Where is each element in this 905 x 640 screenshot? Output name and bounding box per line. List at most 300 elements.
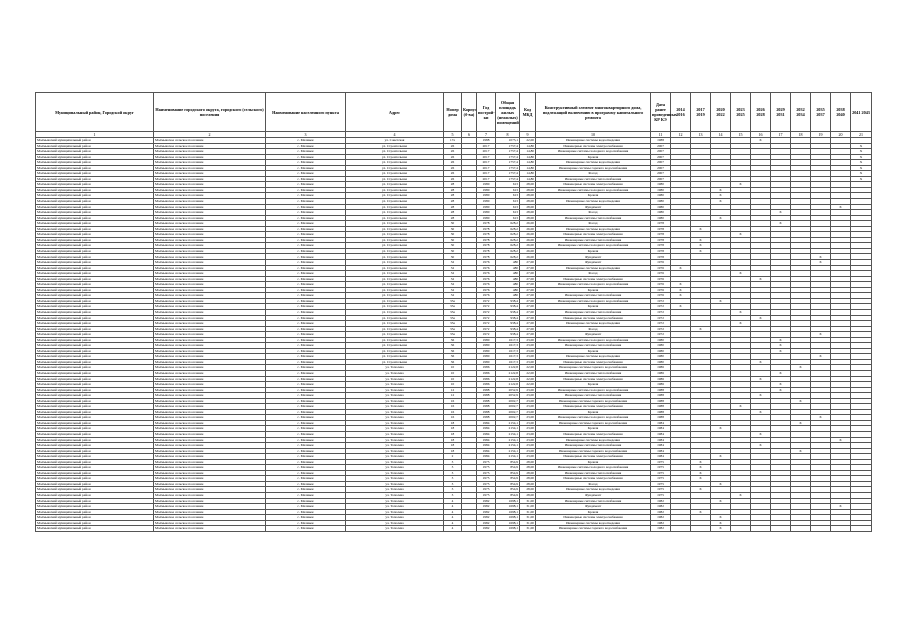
table-cell: с. Малмыж: [266, 376, 346, 382]
table-cell: 2122,8: [496, 370, 520, 376]
table-cell: с. Малмыж: [266, 149, 346, 155]
table-cell: 1617,3: [496, 343, 520, 349]
table-cell: 628,2: [496, 243, 520, 249]
table-cell: 1757,4: [496, 171, 520, 177]
table-cell: с. Малмыж: [266, 382, 346, 388]
table-cell: с. Малмыж: [266, 332, 346, 338]
table-cell: 28,00: [520, 493, 536, 499]
table-cell: 14,80: [520, 143, 536, 149]
table-cell: X: [711, 199, 731, 205]
table-cell: Малмыжское сельское поселение: [154, 226, 266, 232]
table-cell: 26: [444, 160, 462, 166]
table-cell: Малмыжский муниципальный район: [36, 348, 154, 354]
table-cell: 1757,4: [496, 176, 520, 182]
table-cell: Инженерные системы электроснабжения: [536, 476, 651, 482]
table-cell: ул. Строительная: [346, 182, 444, 188]
table-cell: с. Малмыж: [266, 509, 346, 515]
table-cell: 1975: [651, 459, 671, 465]
table-cell: ул. Строительная: [346, 315, 444, 321]
table-cell: Инженерные системы горячего водоснабжения: [536, 398, 651, 404]
table-cell: с. Малмыж: [266, 171, 346, 177]
table-cell: X: [771, 221, 791, 227]
table-cell: 1984: [477, 437, 496, 443]
table-cell: Малмыжское сельское поселение: [154, 165, 266, 171]
table-cell: 1982: [651, 509, 671, 515]
table-cell: 2002,7: [496, 398, 520, 404]
table-cell: с. Малмыж: [266, 498, 346, 504]
table-cell: 27,00: [520, 260, 536, 266]
table-cell: X: [851, 149, 872, 155]
table-cell: 938,4: [496, 326, 520, 332]
table-cell: 1757,4: [496, 143, 520, 149]
table-cell: [671, 526, 691, 532]
table-cell: Малмыжский муниципальный район: [36, 276, 154, 282]
table-cell: Инженерные системы водоотведения: [536, 199, 651, 205]
table-cell: 31,00: [520, 498, 536, 504]
table-cell: с. Малмыж: [266, 165, 346, 171]
table-cell: 1984: [477, 426, 496, 432]
table-cell: с. Малмыж: [266, 232, 346, 238]
table-cell: 2017: [477, 149, 496, 155]
table-cell: 10: [444, 376, 462, 382]
table-cell: 1978: [477, 221, 496, 227]
table-cell: 1972: [477, 315, 496, 321]
table-cell: Инженерные системы водоотведения: [536, 138, 651, 144]
table-cell: 2017: [477, 143, 496, 149]
column-number: 17: [771, 132, 791, 138]
table-cell: 14,80: [520, 160, 536, 166]
table-cell: ул. Строительная: [346, 204, 444, 210]
table-cell: X: [711, 498, 731, 504]
table-cell: X: [671, 282, 691, 288]
table-cell: Малмыжский муниципальный район: [36, 143, 154, 149]
table-cell: Инженерные системы водоотведения: [536, 226, 651, 232]
table-cell: Инженерные системы холодного водоснабжения: [536, 187, 651, 193]
table-cell: 28,00: [520, 215, 536, 221]
table-cell: ул. Тополева: [346, 382, 444, 388]
table-cell: X: [811, 260, 831, 266]
table-cell: 613: [496, 204, 520, 210]
column-number: 16: [751, 132, 771, 138]
table-cell: Кровля: [536, 409, 651, 415]
table-cell: 1698,1: [496, 509, 520, 515]
table-cell: Малмыжское сельское поселение: [154, 370, 266, 376]
table-cell: 23,00: [520, 426, 536, 432]
table-cell: 1986: [477, 376, 496, 382]
table-cell: 28,00: [520, 204, 536, 210]
table-cell: с. Малмыж: [266, 465, 346, 471]
column-header: 2014 2016: [671, 93, 691, 132]
table-cell: ул. Строительная: [346, 149, 444, 155]
table-cell: 4: [444, 509, 462, 515]
table-cell: [831, 526, 851, 532]
table-cell: 27,00: [520, 309, 536, 315]
table-cell: X: [771, 370, 791, 376]
table-cell: Малмыжский муниципальный район: [36, 398, 154, 404]
table-cell: Инженерные системы электроснабжения: [536, 143, 651, 149]
table-cell: с. Малмыж: [266, 215, 346, 221]
table-cell: 32: [444, 265, 462, 271]
table-cell: 28,00: [520, 193, 536, 199]
table-cell: 30: [444, 221, 462, 227]
table-cell: Малмыжский муниципальный район: [36, 493, 154, 499]
table-cell: Малмыжское сельское поселение: [154, 515, 266, 521]
table-cell: Малмыжский муниципальный район: [36, 337, 154, 343]
table-cell: ул. Тополева: [346, 487, 444, 493]
table-cell: 36: [444, 354, 462, 360]
table-cell: с. Малмыж: [266, 415, 346, 421]
table-cell: 1698,1: [496, 526, 520, 532]
table-cell: 2122,8: [496, 376, 520, 382]
table-cell: 1972: [651, 304, 671, 310]
table-cell: 2017: [477, 160, 496, 166]
table-cell: 1988: [477, 398, 496, 404]
table-cell: ул. Строительная: [346, 343, 444, 349]
table-cell: 22,00: [520, 376, 536, 382]
table-cell: ул. Тополева: [346, 437, 444, 443]
table-cell: с. Малмыж: [266, 359, 346, 365]
table-cell: 1975: [477, 459, 496, 465]
table-cell: 1980: [477, 354, 496, 360]
table-cell: Малмыжский муниципальный район: [36, 315, 154, 321]
table-cell: ул. Строительная: [346, 160, 444, 166]
table-cell: 22,00: [520, 370, 536, 376]
table-cell: Малмыжское сельское поселение: [154, 260, 266, 266]
table-cell: 613: [496, 187, 520, 193]
table-cell: 1972: [651, 315, 671, 321]
table-cell: 1972: [477, 321, 496, 327]
table-cell: ул. Тополева: [346, 415, 444, 421]
table-cell: X: [831, 504, 851, 510]
table-cell: Малмыжское сельское поселение: [154, 387, 266, 393]
table-cell: Кровля: [536, 193, 651, 199]
table-cell: 2: [444, 454, 462, 460]
table-cell: Инженерные системы теплоснабжения: [536, 343, 651, 349]
table-cell: 30: [444, 248, 462, 254]
table-cell: X: [811, 332, 831, 338]
table-cell: Малмыжское сельское поселение: [154, 476, 266, 482]
table-cell: Малмыжский муниципальный район: [36, 237, 154, 243]
table-cell: Фасад: [536, 326, 651, 332]
table-cell: 28,00: [520, 487, 536, 493]
table-cell: Малмыжский муниципальный район: [36, 470, 154, 476]
table-cell: 1988: [651, 398, 671, 404]
table-cell: Инженерные системы электроснабжения: [536, 376, 651, 382]
table-cell: 1980: [651, 199, 671, 205]
table-cell: 1982: [651, 498, 671, 504]
header-row: [36, 93, 872, 132]
table-cell: Фундамент: [536, 493, 651, 499]
table-cell: Малмыжское сельское поселение: [154, 343, 266, 349]
table-cell: Малмыжское сельское поселение: [154, 309, 266, 315]
table-cell: ул. Строительная: [346, 210, 444, 216]
table-cell: Инженерные системы водоотведения: [536, 265, 651, 271]
table-cell: с. Малмыж: [266, 309, 346, 315]
table-cell: 1982: [651, 520, 671, 526]
table-cell: 1978: [477, 237, 496, 243]
table-cell: 23,00: [520, 448, 536, 454]
table-cell: ул. Строительная: [346, 287, 444, 293]
table-cell: Инженерные системы теплоснабжения: [536, 293, 651, 299]
table-cell: Малмыжский муниципальный район: [36, 271, 154, 277]
table-cell: X: [731, 309, 751, 315]
table-cell: Малмыжский муниципальный район: [36, 459, 154, 465]
table-cell: 36: [444, 337, 462, 343]
table-cell: с. Малмыж: [266, 160, 346, 166]
table-cell: 27,00: [520, 276, 536, 282]
table-cell: X: [751, 376, 771, 382]
table-cell: 18: [444, 420, 462, 426]
table-cell: 26: [444, 171, 462, 177]
table-cell: X: [751, 359, 771, 365]
table-cell: 1988: [651, 387, 671, 393]
table-cell: X: [751, 409, 771, 415]
table-cell: 2007: [651, 154, 671, 160]
table-cell: 23,00: [520, 393, 536, 399]
table-cell: 28,00: [520, 187, 536, 193]
table-cell: ул. Строительная: [346, 248, 444, 254]
table-cell: Малмыжское сельское поселение: [154, 437, 266, 443]
table-cell: X: [711, 481, 731, 487]
table-cell: ул. Строительная: [346, 226, 444, 232]
table-cell: ул. Строительная: [346, 282, 444, 288]
table-cell: X: [851, 160, 872, 166]
table-cell: X: [671, 293, 691, 299]
table-cell: Малмыжский муниципальный район: [36, 160, 154, 166]
table-cell: 23,00: [520, 409, 536, 415]
table-cell: 1980: [651, 182, 671, 188]
table-cell: 1980: [651, 354, 671, 360]
table-cell: с. Малмыж: [266, 409, 346, 415]
table-cell: 10: [444, 365, 462, 371]
table-cell: Малмыжское сельское поселение: [154, 376, 266, 382]
table-cell: Кровля: [536, 348, 651, 354]
table-cell: Малмыжский муниципальный район: [36, 437, 154, 443]
table-cell: ул. Строительная: [346, 309, 444, 315]
table-cell: Малмыжский муниципальный район: [36, 138, 154, 144]
table-cell: 854,9: [496, 459, 520, 465]
table-cell: X: [691, 226, 711, 232]
table-cell: 1976: [651, 271, 671, 277]
table-cell: 1975: [477, 476, 496, 482]
column-number: 18: [791, 132, 811, 138]
table-cell: Малмыжский муниципальный район: [36, 526, 154, 532]
table-cell: ул. Тополева: [346, 409, 444, 415]
table-cell: Инженерные системы водоотведения: [536, 520, 651, 526]
table-cell: 26,00: [520, 237, 536, 243]
table-cell: 2122,8: [496, 365, 520, 371]
table-cell: 30: [444, 232, 462, 238]
table-cell: 28: [444, 210, 462, 216]
table-cell: 4: [444, 526, 462, 532]
table-cell: X: [831, 437, 851, 443]
table-cell: Инженерные системы горячего водоснабжения: [536, 365, 651, 371]
table-cell: 1988: [477, 393, 496, 399]
table-cell: Инженерные системы теплоснабжения: [536, 443, 651, 449]
column-number: 2: [154, 132, 266, 138]
table-cell: 1980: [477, 193, 496, 199]
table-cell: 32: [444, 287, 462, 293]
table-cell: 33а: [444, 326, 462, 332]
table-cell: [751, 526, 771, 532]
table-cell: с. Малмыж: [266, 470, 346, 476]
column-header: Муниципальный район, Городской округ: [36, 93, 154, 132]
table-cell: с. Малмыж: [266, 204, 346, 210]
table-cell: Малмыжский муниципальный район: [36, 376, 154, 382]
table-cell: 1988: [477, 409, 496, 415]
table-cell: Малмыжский муниципальный район: [36, 420, 154, 426]
table-cell: с. Малмыж: [266, 187, 346, 193]
table-cell: 1984: [651, 431, 671, 437]
table-cell: 1988: [651, 393, 671, 399]
table-row: [36, 526, 872, 532]
table-cell: Малмыжское сельское поселение: [154, 359, 266, 365]
table-cell: 26,00: [520, 254, 536, 260]
table-cell: X: [771, 387, 791, 393]
column-header: 2035 2037: [811, 93, 831, 132]
table-cell: ул. Строительная: [346, 221, 444, 227]
table-cell: 27,00: [520, 326, 536, 332]
table-cell: Инженерные системы водоотведения: [536, 437, 651, 443]
table-cell: с. Малмыж: [266, 448, 346, 454]
table-cell: 1976: [477, 260, 496, 266]
table-cell: X: [851, 143, 872, 149]
table-cell: Малмыжское сельское поселение: [154, 354, 266, 360]
table-cell: 4: [444, 515, 462, 521]
table-cell: Малмыжский муниципальный район: [36, 165, 154, 171]
table-cell: 628,2: [496, 254, 520, 260]
table-cell: 1698,1: [496, 498, 520, 504]
table-cell: Инженерные системы водоотведения: [536, 487, 651, 493]
table-cell: ул. Тополева: [346, 459, 444, 465]
table-cell: ул. Строительная: [346, 260, 444, 266]
table-cell: 1972: [477, 309, 496, 315]
table-cell: 32: [444, 260, 462, 266]
table-cell: 938,4: [496, 332, 520, 338]
table-cell: 1975: [651, 465, 671, 471]
table-cell: X: [671, 304, 691, 310]
table-cell: 1980: [651, 359, 671, 365]
table-cell: X: [771, 337, 791, 343]
table-cell: [731, 526, 751, 532]
table-cell: 613: [496, 215, 520, 221]
column-header: Конструктивный элемент многоквартирного дома, подлежащий включению в программу капитального ремонта: [536, 93, 651, 132]
table-cell: 1988: [477, 404, 496, 410]
table-cell: 1980: [477, 343, 496, 349]
table-cell: 2154,1: [496, 426, 520, 432]
table-cell: 1978: [651, 221, 671, 227]
table-cell: X: [711, 520, 731, 526]
table-cell: с. Малмыж: [266, 298, 346, 304]
table-cell: 1988: [477, 138, 496, 144]
table-cell: 1976: [651, 276, 671, 282]
table-cell: с. Малмыж: [266, 443, 346, 449]
table-cell: с. Малмыж: [266, 271, 346, 277]
table-cell: 23,00: [520, 437, 536, 443]
table-cell: Инженерные системы электроснабжения: [536, 431, 651, 437]
table-cell: ул. Строительная: [346, 171, 444, 177]
table-cell: Малмыжский муниципальный район: [36, 226, 154, 232]
table-cell: ул. Тополева: [346, 465, 444, 471]
table-cell: Малмыжское сельское поселение: [154, 243, 266, 249]
table-cell: 30: [444, 254, 462, 260]
table-cell: Инженерные системы теплоснабжения: [536, 309, 651, 315]
table-cell: Малмыжское сельское поселение: [154, 265, 266, 271]
table-cell: 1975: [651, 487, 671, 493]
table-cell: 27,00: [520, 287, 536, 293]
table-cell: X: [691, 509, 711, 515]
table-cell: 2154,1: [496, 431, 520, 437]
table-cell: X: [691, 248, 711, 254]
table-cell: X: [851, 171, 872, 177]
table-cell: Малмыжский муниципальный район: [36, 415, 154, 421]
table-cell: 1976: [477, 287, 496, 293]
table-cell: 28,00: [520, 210, 536, 216]
table-cell: ул. Строительная: [346, 293, 444, 299]
table-cell: 32: [444, 271, 462, 277]
table-cell: ул. Строительная: [346, 154, 444, 160]
table-cell: Инженерные системы водоотведения: [536, 354, 651, 360]
table-cell: ул. Строительная: [346, 332, 444, 338]
table-cell: Малмыжский муниципальный район: [36, 387, 154, 393]
table-cell: 16: [444, 404, 462, 410]
table-cell: с. Малмыж: [266, 370, 346, 376]
table-cell: 1978: [651, 243, 671, 249]
table-cell: Малмыжский муниципальный район: [36, 504, 154, 510]
table-cell: 2007: [651, 160, 671, 166]
column-number: 14: [711, 132, 731, 138]
table-cell: 27,00: [520, 282, 536, 288]
table-cell: 30: [444, 226, 462, 232]
table-cell: 1975: [651, 470, 671, 476]
table-cell: 3: [444, 476, 462, 482]
table-cell: 1988: [477, 415, 496, 421]
table-cell: 1982: [477, 515, 496, 521]
table-cell: 1976: [477, 282, 496, 288]
table-cell: 1984: [651, 454, 671, 460]
table-cell: 1980: [477, 182, 496, 188]
table-cell: Малмыжское сельское поселение: [154, 182, 266, 188]
table-cell: X: [751, 315, 771, 321]
table-cell: Малмыжский муниципальный район: [36, 204, 154, 210]
table-cell: 14,80: [520, 154, 536, 160]
table-cell: 1978: [477, 248, 496, 254]
table-cell: 26,00: [520, 221, 536, 227]
table-cell: Малмыжское сельское поселение: [154, 298, 266, 304]
table-cell: 3: [444, 487, 462, 493]
table-cell: Малмыжское сельское поселение: [154, 149, 266, 155]
table-cell: 23,00: [520, 348, 536, 354]
table-cell: 16: [444, 398, 462, 404]
table-cell: с. Малмыж: [266, 454, 346, 460]
table-cell: ул. Строительная: [346, 237, 444, 243]
table-cell: 1980: [651, 215, 671, 221]
table-cell: 14,80: [520, 176, 536, 182]
table-cell: 14,80: [520, 165, 536, 171]
table-cell: X: [791, 398, 811, 404]
table-cell: с. Малмыж: [266, 520, 346, 526]
table-cell: X: [691, 326, 711, 332]
table-cell: 2017: [477, 165, 496, 171]
table-cell: 1975: [477, 481, 496, 487]
column-header: Корпус (б-ва): [462, 93, 477, 132]
table-cell: 23,00: [520, 387, 536, 393]
table-cell: Инженерные системы холодного водоснабжения: [536, 465, 651, 471]
table-cell: 1757,4: [496, 149, 520, 155]
table-cell: ул. Строительная: [346, 298, 444, 304]
document-sheet: [35, 92, 871, 532]
table-cell: Малмыжский муниципальный район: [36, 515, 154, 521]
